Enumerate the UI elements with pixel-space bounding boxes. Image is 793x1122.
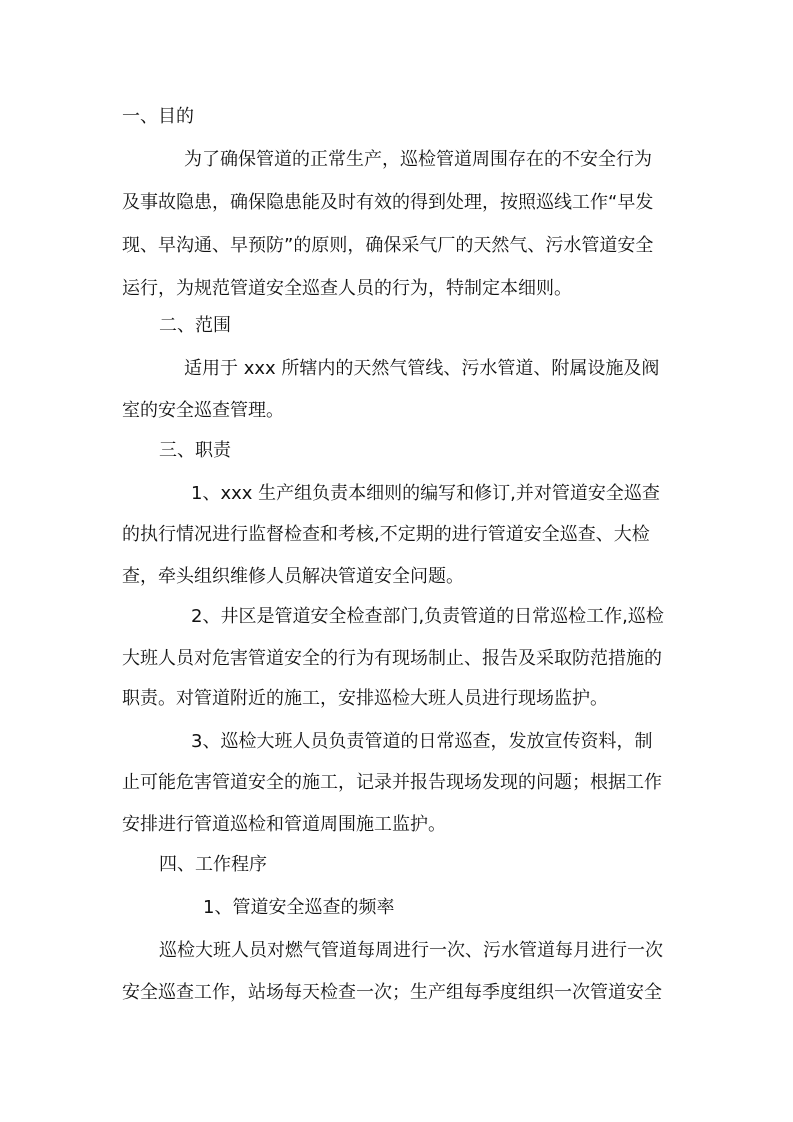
purpose-paragraph-line-1: 为了确保管道的正常生产，巡检管道周围存在的不安全行为 <box>184 149 652 170</box>
responsibility-2-line-2: 大班人员对危害管道安全的行为有现场制止、报告及采取防范措施的 <box>122 648 662 669</box>
responsibility-3-line-1: 3、巡检大班人员负责管道的日常巡查，发放宣传资料，制 <box>191 731 653 752</box>
responsibility-1-line-1: 1、xxx 生产组负责本细则的编写和修订,并对管道安全巡查 <box>191 483 660 504</box>
responsibility-3-line-3: 安排进行管道巡检和管道周围施工监护。 <box>122 814 446 835</box>
responsibility-1-line-3: 查，牵头组织维修人员解决管道安全问题。 <box>122 566 464 587</box>
scope-paragraph-line-2: 室的安全巡查管理。 <box>122 400 284 421</box>
purpose-paragraph-line-3: 现、早沟通、早预防”的原则，确保采气厂的天然气、污水管道安全 <box>122 235 654 256</box>
patrol-frequency-line-1: 巡检大班人员对燃气管道每周进行一次、污水管道每月进行一次 <box>159 940 663 961</box>
scope-paragraph-line-1: 适用于 xxx 所辖内的天然气管线、污水管道、附属设施及阀 <box>184 358 660 379</box>
patrol-frequency-line-2: 安全巡查工作，站场每天检查一次；生产组每季度组织一次管道安全 <box>122 982 662 1003</box>
responsibility-1-line-2: 的执行情况进行监督检查和考核,不定期的进行管道安全巡查、大检 <box>122 524 650 545</box>
purpose-paragraph-line-2: 及事故隐患，确保隐患能及时有效的得到处理，按照巡线工作“早发 <box>122 192 654 213</box>
heading-scope: 二、范围 <box>159 315 231 336</box>
responsibility-3-line-2: 止可能危害管道安全的施工，记录并报告现场发现的问题；根据工作 <box>122 772 662 793</box>
purpose-paragraph-line-4: 运行，为规范管道安全巡查人员的行为，特制定本细则。 <box>122 278 572 299</box>
heading-responsibilities: 三、职责 <box>159 440 231 461</box>
responsibility-2-line-3: 职责。对管道附近的施工，安排巡检大班人员进行现场监护。 <box>122 688 608 709</box>
responsibility-2-line-1: 2、井区是管道安全检查部门,负责管道的日常巡检工作,巡检 <box>191 606 664 627</box>
heading-work-procedure: 四、工作程序 <box>159 854 267 875</box>
heading-purpose: 一、目的 <box>122 106 194 127</box>
subheading-patrol-frequency: 1、管道安全巡查的频率 <box>203 897 395 918</box>
